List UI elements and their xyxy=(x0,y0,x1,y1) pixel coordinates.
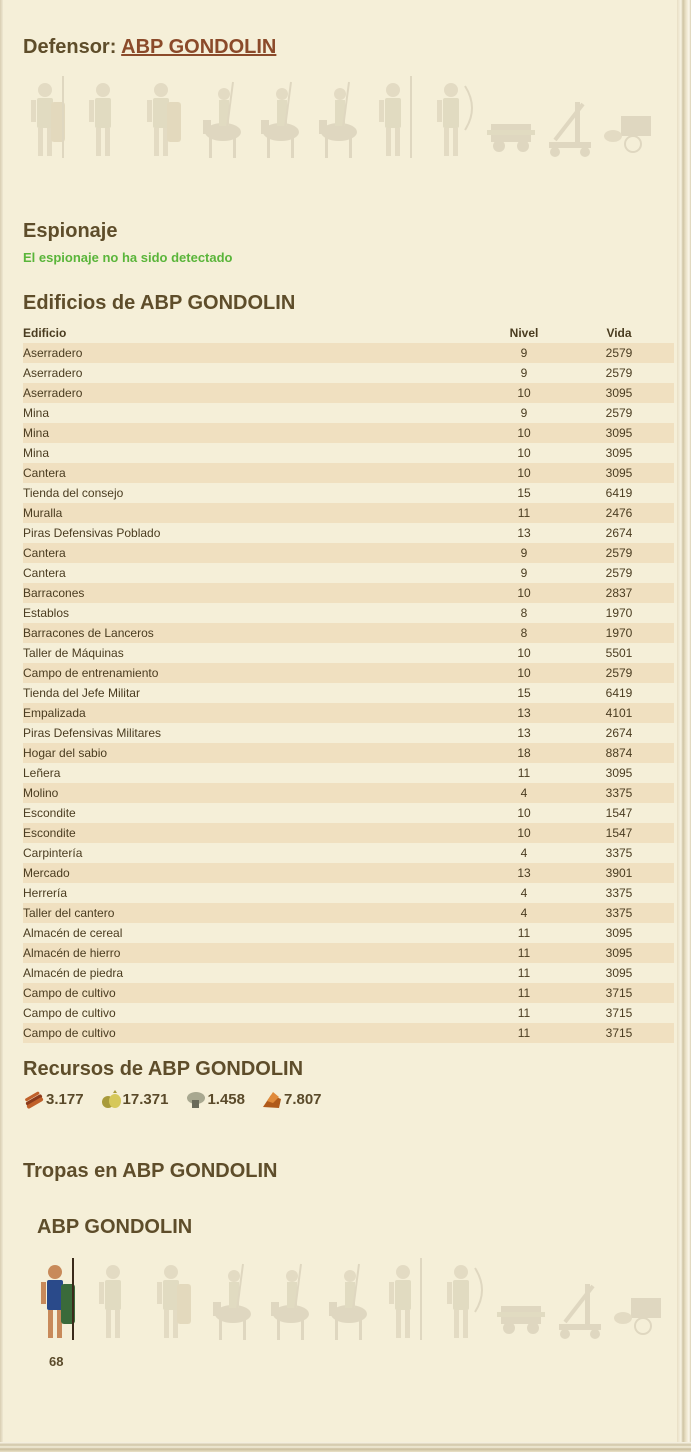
resource-value: 3.177 xyxy=(46,1090,84,1108)
building-name: Taller del cantero xyxy=(23,903,484,923)
troops-village-name: ABP GONDOLIN xyxy=(37,1216,193,1238)
building-level: 10 xyxy=(517,646,531,660)
building-name: Cantera xyxy=(23,566,66,580)
building-level: 18 xyxy=(484,743,564,763)
building-health: 3375 xyxy=(564,783,674,803)
building-health: 6419 xyxy=(605,686,633,700)
unit-slot xyxy=(555,1254,605,1344)
building-row xyxy=(23,363,674,383)
unit-slot xyxy=(207,1254,257,1344)
building-name: Establos xyxy=(23,606,70,620)
ram-icon xyxy=(487,72,537,162)
building-row xyxy=(23,1003,674,1023)
building-name: Aserradero xyxy=(23,383,484,403)
building-health: 1970 xyxy=(564,623,674,643)
building-name: Cantera xyxy=(23,543,484,563)
building-health: 4101 xyxy=(564,703,674,723)
catapult-icon xyxy=(555,1254,605,1344)
building-level: 15 xyxy=(517,486,531,500)
building-level: 11 xyxy=(517,1006,531,1020)
building-name: Campo de cultivo xyxy=(23,1006,116,1020)
resource-stone xyxy=(184,1089,245,1109)
building-level: 10 xyxy=(484,663,564,683)
building-row xyxy=(23,943,674,963)
unit-slot xyxy=(23,72,73,162)
building-level: 11 xyxy=(484,943,564,963)
building-name: Mina xyxy=(23,446,50,460)
troops-heading: Tropas en ABP GONDOLIN xyxy=(23,1160,278,1182)
unit-slot xyxy=(381,1254,431,1344)
building-health: 3715 xyxy=(564,1023,674,1043)
building-row xyxy=(23,863,674,883)
building-name: Mina xyxy=(23,423,484,443)
resources-row xyxy=(23,1089,338,1109)
building-level: 11 xyxy=(484,983,564,1003)
heavy-cavalry-icon xyxy=(323,1254,373,1344)
light-cavalry-icon xyxy=(207,1254,257,1344)
ox-cart-icon xyxy=(603,72,653,162)
unit-slot xyxy=(91,1254,141,1344)
buildings-heading: Edificios de ABP GONDOLIN xyxy=(23,292,296,314)
building-health: 2579 xyxy=(605,366,633,380)
building-row xyxy=(23,343,674,363)
building-name: Mina xyxy=(23,406,50,420)
pikeman-icon xyxy=(381,1254,431,1344)
building-health: 2579 xyxy=(564,663,674,683)
building-health: 5501 xyxy=(605,646,633,660)
troop-count-spearman: 68 xyxy=(49,1354,64,1369)
building-level: 13 xyxy=(484,703,564,723)
building-level: 11 xyxy=(517,966,531,980)
ox-cart-icon xyxy=(613,1254,663,1344)
building-health: 3095 xyxy=(605,926,633,940)
building-row xyxy=(23,923,674,943)
unit-slot xyxy=(487,72,537,162)
building-name: Escondite xyxy=(23,806,76,820)
unit-slot xyxy=(603,72,653,162)
defender-name-link[interactable]: ABP GONDOLIN xyxy=(121,36,277,58)
building-health: 2674 xyxy=(605,526,633,540)
building-health: 3375 xyxy=(605,886,633,900)
building-name: Aserradero xyxy=(23,366,83,380)
stone-icon xyxy=(184,1089,206,1109)
building-health: 3375 xyxy=(605,846,633,860)
heavy-cavalry-icon xyxy=(313,72,363,162)
building-row xyxy=(23,403,674,423)
swordsman-icon xyxy=(91,1254,141,1344)
defender-label: Defensor: xyxy=(23,36,122,58)
building-level: 11 xyxy=(484,503,564,523)
shield-warrior-icon xyxy=(139,72,189,162)
building-name: Aserradero xyxy=(23,343,484,363)
building-name: Empalizada xyxy=(23,703,484,723)
building-row xyxy=(23,883,674,903)
building-name: Hogar del sabio xyxy=(23,743,484,763)
building-health: 3095 xyxy=(564,943,674,963)
building-name: Barracones xyxy=(23,583,484,603)
building-health: 3095 xyxy=(564,463,674,483)
defender-heading xyxy=(23,36,276,59)
building-name: Leñera xyxy=(23,766,61,780)
grain-icon xyxy=(100,1089,122,1109)
archer-icon xyxy=(439,1254,489,1344)
building-level: 4 xyxy=(484,903,564,923)
building-health: 2837 xyxy=(564,583,674,603)
building-level: 9 xyxy=(520,566,528,580)
building-level: 9 xyxy=(484,343,564,363)
building-health: 3095 xyxy=(605,446,633,460)
building-name: Piras Defensivas Poblado xyxy=(23,526,161,540)
building-row xyxy=(23,723,674,743)
buildings-header-row xyxy=(23,323,674,343)
resource-value: 17.371 xyxy=(122,1090,169,1108)
building-level: 10 xyxy=(484,423,564,443)
iron-icon xyxy=(261,1089,283,1109)
building-row xyxy=(23,383,674,403)
building-row xyxy=(23,583,674,603)
building-row xyxy=(23,663,674,683)
building-level: 8 xyxy=(520,606,528,620)
resources-heading: Recursos de ABP GONDOLIN xyxy=(23,1058,304,1080)
frame-left-border xyxy=(0,0,3,1452)
resource-value: 7.807 xyxy=(283,1090,322,1108)
building-name: Almacén de cereal xyxy=(23,926,123,940)
building-row xyxy=(23,443,674,463)
building-health: 6419 xyxy=(605,486,633,500)
unit-slot xyxy=(255,72,305,162)
building-level: 13 xyxy=(517,726,531,740)
frame-bottom-border xyxy=(0,1442,691,1452)
building-name: Herrería xyxy=(23,886,68,900)
resource-wood xyxy=(23,1089,84,1109)
building-level: 13 xyxy=(517,526,531,540)
archer-icon xyxy=(429,72,479,162)
building-name: Taller de Máquinas xyxy=(23,646,124,660)
unit-slot xyxy=(197,72,247,162)
unit-slot xyxy=(323,1254,373,1344)
building-row xyxy=(23,683,674,703)
buildings-table xyxy=(23,323,674,1043)
building-health: 2579 xyxy=(564,543,674,563)
building-row xyxy=(23,463,674,483)
building-health: 3375 xyxy=(564,903,674,923)
building-health: 1547 xyxy=(564,823,674,843)
spearman-icon xyxy=(33,1254,83,1344)
building-level: 11 xyxy=(517,926,531,940)
unit-slot xyxy=(545,72,595,162)
building-level: 9 xyxy=(484,543,564,563)
building-level: 11 xyxy=(484,1023,564,1043)
unit-slot xyxy=(613,1254,663,1344)
unit-slot xyxy=(439,1254,489,1344)
unit-slot xyxy=(265,1254,315,1344)
building-row xyxy=(23,803,674,823)
building-level: 10 xyxy=(517,446,531,460)
building-health: 2579 xyxy=(605,406,633,420)
building-level: 13 xyxy=(484,863,564,883)
building-name: Tienda del consejo xyxy=(23,486,124,500)
building-level: 11 xyxy=(517,766,531,780)
troop-unit-strip xyxy=(33,1248,683,1344)
building-level: 9 xyxy=(520,366,528,380)
unit-slot xyxy=(497,1254,547,1344)
unit-slot xyxy=(429,72,479,162)
frame-right-border xyxy=(677,0,691,1452)
catapult-icon xyxy=(545,72,595,162)
building-health: 2579 xyxy=(605,566,633,580)
unit-slot xyxy=(371,72,421,162)
building-level: 10 xyxy=(484,463,564,483)
building-level: 10 xyxy=(517,806,531,820)
building-row xyxy=(23,643,674,663)
building-row xyxy=(23,623,674,643)
resource-iron xyxy=(261,1089,322,1109)
building-level: 4 xyxy=(484,783,564,803)
building-row xyxy=(23,823,674,843)
building-health: 1970 xyxy=(605,606,633,620)
building-health: 2674 xyxy=(605,726,633,740)
building-health: 8874 xyxy=(564,743,674,763)
building-row xyxy=(23,743,674,763)
building-level: 9 xyxy=(520,406,528,420)
building-level: 4 xyxy=(520,886,528,900)
building-health: 3715 xyxy=(564,983,674,1003)
building-name: Campo de cultivo xyxy=(23,983,484,1003)
building-row xyxy=(23,1023,674,1043)
building-name: Muralla xyxy=(23,503,484,523)
building-name: Piras Defensivas Militares xyxy=(23,726,162,740)
building-row xyxy=(23,703,674,723)
building-name: Escondite xyxy=(23,823,484,843)
building-name: Cantera xyxy=(23,463,484,483)
unit-slot xyxy=(149,1254,199,1344)
shield-warrior-icon xyxy=(149,1254,199,1344)
building-row xyxy=(23,603,674,623)
building-health: 1547 xyxy=(605,806,633,820)
unit-slot xyxy=(33,1254,83,1344)
unit-slot xyxy=(313,72,363,162)
unit-slot xyxy=(81,72,131,162)
building-level: 10 xyxy=(484,583,564,603)
building-row xyxy=(23,903,674,923)
building-row xyxy=(23,763,674,783)
building-name: Campo de entrenamiento xyxy=(23,663,484,683)
unit-slot xyxy=(139,72,189,162)
swordsman-icon xyxy=(81,72,131,162)
spy-status-message: El espionaje no ha sido detectado xyxy=(23,250,233,265)
resource-grain xyxy=(100,1089,169,1109)
defender-unit-strip xyxy=(23,66,673,162)
building-row xyxy=(23,563,674,583)
light-cavalry-icon xyxy=(197,72,247,162)
building-health: 3095 xyxy=(605,966,633,980)
building-name: Molino xyxy=(23,783,484,803)
building-level: 8 xyxy=(484,623,564,643)
building-health: 3095 xyxy=(564,423,674,443)
column-header-building: Edificio xyxy=(23,326,67,340)
building-row xyxy=(23,843,674,863)
spy-heading: Espionaje xyxy=(23,220,118,242)
mounted-archer-icon xyxy=(265,1254,315,1344)
ram-icon xyxy=(497,1254,547,1344)
building-row xyxy=(23,543,674,563)
building-name: Tienda del Jefe Militar xyxy=(23,686,140,700)
column-header-level: Nivel xyxy=(509,326,539,340)
pikeman-icon xyxy=(371,72,421,162)
mounted-archer-icon xyxy=(255,72,305,162)
building-row xyxy=(23,483,674,503)
column-header-health: Vida xyxy=(606,326,632,340)
building-name: Carpintería xyxy=(23,846,83,860)
building-row xyxy=(23,523,674,543)
building-name: Barracones de Lanceros xyxy=(23,623,484,643)
building-row xyxy=(23,983,674,1003)
building-name: Almacén de piedra xyxy=(23,966,124,980)
building-health: 2476 xyxy=(564,503,674,523)
building-name: Almacén de hierro xyxy=(23,943,484,963)
wood-icon xyxy=(23,1089,45,1109)
building-row xyxy=(23,423,674,443)
building-health: 3715 xyxy=(605,1006,633,1020)
building-name: Campo de cultivo xyxy=(23,1023,484,1043)
building-health: 3095 xyxy=(564,383,674,403)
building-row xyxy=(23,963,674,983)
building-health: 2579 xyxy=(564,343,674,363)
building-row xyxy=(23,783,674,803)
building-level: 10 xyxy=(484,383,564,403)
spearman-icon xyxy=(23,72,73,162)
building-health: 3095 xyxy=(605,766,633,780)
resource-value: 1.458 xyxy=(207,1090,245,1108)
building-level: 4 xyxy=(520,846,528,860)
building-health: 3901 xyxy=(564,863,674,883)
building-level: 15 xyxy=(517,686,531,700)
building-row xyxy=(23,503,674,523)
building-level: 10 xyxy=(484,823,564,843)
building-name: Mercado xyxy=(23,863,484,883)
